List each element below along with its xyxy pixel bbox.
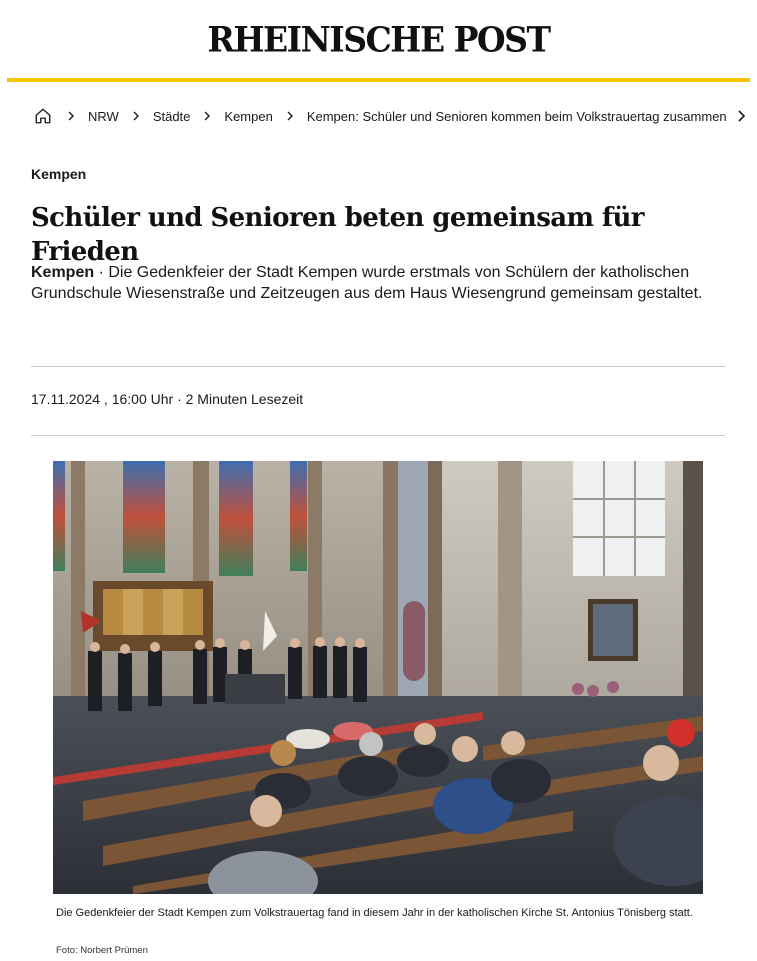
breadcrumb-item-current: Kempen: Schüler und Senioren kommen beim Volkstrauertag zusammen xyxy=(306,108,727,124)
chevron-right-icon xyxy=(203,111,211,121)
chevron-right-icon xyxy=(132,111,140,121)
lead-text: Die Gedenkfeier der Stadt Kempen wurde erstmals von Schülern der katholischen Grundschule Wiesenstraße und Zeitzeugen aus dem Haus Wiesengrund gemeinsam gestaltet. xyxy=(31,264,703,302)
breadcrumb-item-nrw[interactable]: NRW xyxy=(88,108,119,124)
breadcrumb-home[interactable] xyxy=(34,106,54,126)
breadcrumb-item-staedte[interactable]: Städte xyxy=(152,108,191,124)
header-accent-rule xyxy=(7,78,750,82)
chevron-right-icon xyxy=(67,111,75,121)
divider xyxy=(31,435,725,436)
divider xyxy=(31,366,725,367)
chevron-right-icon xyxy=(737,110,746,122)
church-interior-photo xyxy=(53,461,703,894)
article-lead xyxy=(31,262,721,304)
article-title: Schüler und Senioren beten gemeinsam für Frieden xyxy=(31,203,644,267)
photo-credit: Foto: Norbert Prümen xyxy=(56,945,148,956)
breadcrumb-item-kempen[interactable]: Kempen xyxy=(224,108,273,124)
lead-dateline: Kempen xyxy=(31,264,95,281)
article-photo[interactable] xyxy=(53,461,703,894)
photo-caption: Die Gedenkfeier der Stadt Kempen zum Volkstrauertag fand in diesem Jahr in der katholischen Kirche St. Antonius Tönisberg statt. xyxy=(56,907,693,919)
site-logo[interactable]: RHEINISCHE POST xyxy=(207,18,550,60)
article-kicker: Kempen xyxy=(31,166,87,182)
chevron-right-icon xyxy=(286,111,294,121)
masthead xyxy=(0,0,757,78)
lead-separator: · xyxy=(94,264,109,281)
article-meta: 17.11.2024 , 16:00 Uhr · 2 Minuten Lesezeit xyxy=(31,391,304,407)
breadcrumb xyxy=(34,104,746,128)
home-icon xyxy=(34,107,52,125)
breadcrumb-scroll-right-button[interactable] xyxy=(732,110,746,122)
